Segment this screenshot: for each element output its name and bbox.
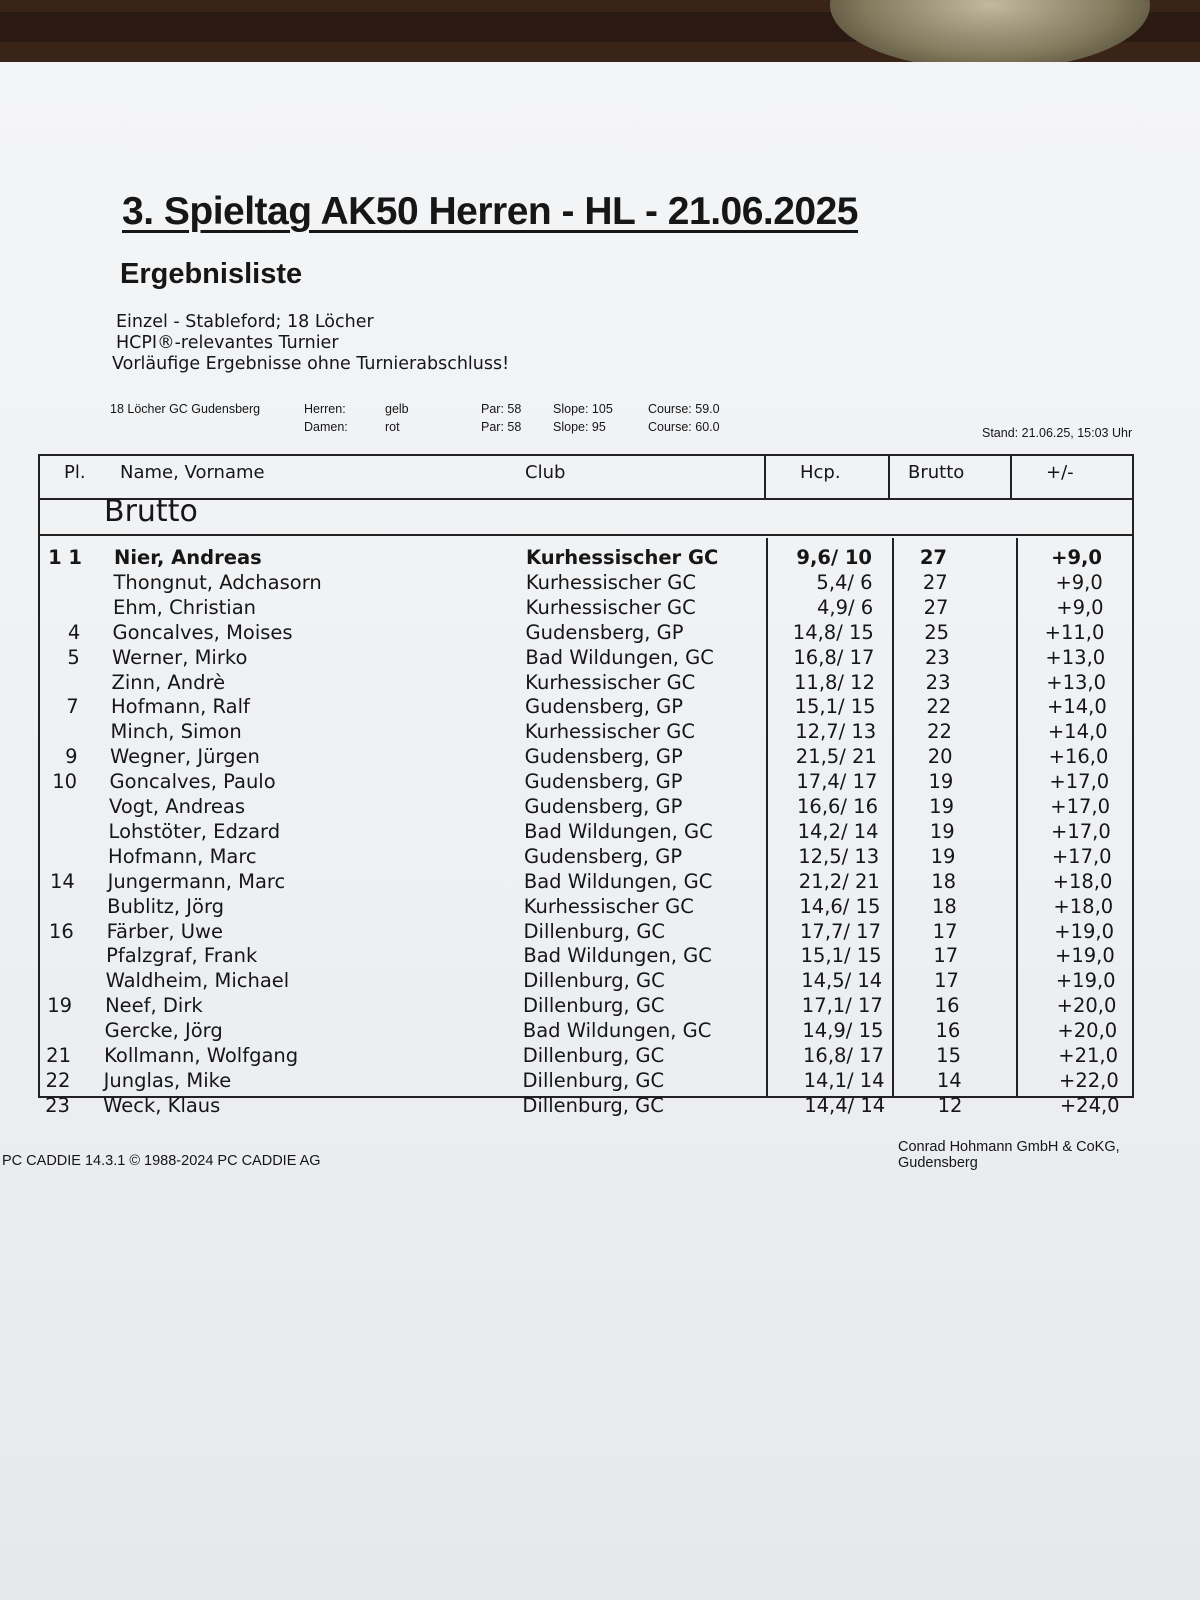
diff-cell: +18,0 — [1053, 894, 1114, 918]
table-row — [0, 1044, 1200, 1068]
name-cell: Goncalves, Paulo — [109, 770, 276, 794]
table-row — [0, 571, 1200, 595]
damen-label: Damen: — [304, 420, 348, 434]
brutto-cell: 23 — [925, 670, 951, 694]
brutto-cell: 18 — [931, 894, 957, 918]
name-cell: Vogt, Andreas — [109, 795, 245, 818]
table-row — [0, 546, 1200, 570]
club-cell: Kurhessischer GC — [525, 670, 696, 694]
rank-cell: 10 — [52, 770, 78, 794]
damen-par: Par: 58 — [481, 420, 522, 434]
name-cell: Ehm, Christian — [113, 595, 257, 619]
club-cell: Dillenburg, GC — [523, 994, 665, 1018]
club-cell: Bad Wildungen, GC — [525, 645, 714, 669]
hcp-cell: 15,1/ 15 — [800, 944, 882, 968]
hcp-cell: 12,7/ 13 — [795, 720, 877, 744]
hcp-cell: 21,5/ 21 — [795, 745, 877, 769]
hcp-cell: 12,5/ 13 — [798, 844, 880, 868]
brutto-cell: 16 — [935, 1019, 961, 1043]
name-cell: Färber, Uwe — [106, 919, 223, 943]
name-cell: Pfalzgraf, Frank — [106, 944, 258, 968]
diff-cell: +19,0 — [1055, 969, 1116, 993]
table-row — [0, 895, 1200, 919]
hcp-cell: 14,2/ 14 — [797, 819, 879, 843]
col-header-hcp: Hcp. — [800, 462, 841, 483]
course-name: 18 Löcher GC Gudensberg — [110, 402, 261, 416]
rank-cell: 23 — [45, 1093, 70, 1117]
table-row — [0, 920, 1200, 944]
table-row — [0, 1094, 1200, 1118]
name-cell: Jungermann, Marc — [107, 869, 286, 893]
table-row — [0, 695, 1200, 719]
hcp-cell: 14,8/ 15 — [792, 620, 874, 644]
table-row — [0, 646, 1200, 670]
club-cell: Kurhessischer GC — [525, 570, 696, 594]
herren-course: Course: 59.0 — [648, 402, 720, 416]
rank-cell: 5 — [67, 645, 80, 669]
club-cell: Kurhessischer GC — [525, 595, 696, 619]
damen-course: Course: 60.0 — [648, 420, 720, 434]
brutto-cell: 15 — [936, 1044, 961, 1067]
stand-timestamp: Stand: 21.06.25, 15:03 Uhr — [982, 426, 1133, 440]
club-cell: Gudensberg, GP — [525, 695, 684, 719]
name-cell: Waldheim, Michael — [105, 969, 290, 993]
name-cell: Werner, Mirko — [112, 645, 248, 669]
brutto-cell: 19 — [930, 844, 956, 868]
col-header-brutto: Brutto — [908, 462, 965, 483]
hcp-cell: 14,1/ 14 — [803, 1068, 885, 1092]
brutto-cell: 22 — [926, 695, 952, 719]
diff-cell: +18,0 — [1052, 869, 1113, 893]
brutto-cell: 19 — [929, 819, 955, 843]
brutto-cell: 17 — [933, 944, 959, 968]
col-divider-diff — [1010, 454, 1012, 498]
diff-cell: +9,0 — [1055, 570, 1103, 594]
brutto-cell: 27 — [922, 570, 948, 594]
hcp-cell: 11,8/ 12 — [794, 670, 875, 694]
name-cell: Junglas, Mike — [103, 1068, 232, 1092]
name-cell: Goncalves, Moises — [112, 620, 293, 644]
col-header-club: Club — [525, 462, 566, 483]
club-cell: Bad Wildungen, GC — [522, 1019, 712, 1043]
brutto-cell: 12 — [937, 1093, 963, 1117]
info-hcpi: HCPI®-relevantes Turnier — [116, 333, 339, 353]
brutto-cell: 19 — [928, 770, 954, 794]
diff-cell: +24,0 — [1059, 1093, 1120, 1117]
diff-cell: +21,0 — [1058, 1044, 1118, 1067]
table-row — [0, 671, 1200, 695]
table-row — [0, 820, 1200, 844]
diff-cell: +17,0 — [1051, 844, 1112, 868]
col-divider-hcp — [764, 454, 766, 498]
col-header-pl: Pl. — [64, 462, 86, 483]
hcp-cell: 14,9/ 15 — [802, 1019, 884, 1043]
diff-cell: +9,0 — [1056, 595, 1104, 619]
rank-cell: 14 — [50, 869, 75, 893]
rank-cell: 21 — [46, 1044, 71, 1067]
club-cell: Gudensberg, GP — [524, 795, 683, 818]
table-row — [0, 870, 1200, 894]
hcp-cell: 14,5/ 14 — [801, 969, 883, 993]
diff-cell: +11,0 — [1044, 620, 1105, 644]
diff-cell: +13,0 — [1045, 645, 1106, 669]
rank-cell: 22 — [45, 1068, 71, 1092]
brutto-cell: 23 — [924, 645, 950, 669]
diff-cell: +14,0 — [1047, 720, 1108, 744]
name-cell: Bublitz, Jörg — [107, 894, 225, 918]
brutto-cell: 20 — [927, 745, 953, 769]
name-cell: Minch, Simon — [110, 720, 242, 744]
name-cell: Hofmann, Ralf — [111, 695, 250, 719]
name-cell: Kollmann, Wolfgang — [104, 1044, 299, 1067]
diff-cell: +20,0 — [1057, 1019, 1118, 1043]
col-divider-brutto — [888, 454, 890, 498]
hcp-cell: 17,4/ 17 — [796, 770, 878, 794]
herren-label: Herren: — [304, 402, 346, 416]
hcp-cell: 16,8/ 17 — [793, 645, 875, 669]
glass-object — [830, 0, 1150, 70]
page-subtitle: Ergebnisliste — [120, 258, 303, 290]
rank-cell: 4 — [67, 620, 81, 644]
club-cell: Bad Wildungen, GC — [523, 944, 712, 968]
rank-cell: 16 — [48, 919, 74, 943]
herren-slope: Slope: 105 — [553, 402, 613, 416]
damen-slope: Slope: 95 — [553, 420, 606, 434]
hcp-cell: 17,7/ 17 — [800, 919, 881, 943]
rank-cell: 7 — [66, 695, 79, 719]
col-header-diff: +/- — [1046, 462, 1074, 483]
brutto-cell: 18 — [931, 869, 957, 893]
club-cell: Dillenburg, GC — [522, 1044, 665, 1067]
club-cell: Dillenburg, GC — [523, 919, 666, 943]
header-divider — [38, 498, 1134, 500]
name-cell: Wegner, Jürgen — [110, 745, 260, 769]
diff-cell: +19,0 — [1054, 919, 1114, 943]
diff-cell: +16,0 — [1048, 745, 1109, 769]
diff-cell: +14,0 — [1047, 695, 1107, 719]
hcp-cell: 21,2/ 21 — [798, 869, 880, 893]
herren-par: Par: 58 — [481, 402, 522, 416]
table-row — [0, 795, 1200, 819]
table-row — [0, 969, 1200, 993]
club-cell: Dillenburg, GC — [522, 1093, 664, 1117]
rank-cell: 1 1 — [48, 546, 82, 569]
diff-cell: +20,0 — [1056, 994, 1117, 1018]
name-cell: Hofmann, Marc — [108, 844, 257, 868]
name-cell: Zinn, Andrè — [111, 670, 226, 694]
club-cell: Gudensberg, GP — [525, 620, 684, 644]
rank-cell: 9 — [65, 745, 78, 769]
table-row — [0, 994, 1200, 1018]
info-provisional: Vorläufige Ergebnisse ohne Turnierabschluss! — [112, 354, 510, 374]
club-cell: Bad Wildungen, GC — [523, 869, 713, 893]
brutto-cell: 27 — [923, 595, 949, 619]
club-cell: Kurhessischer GC — [523, 894, 694, 918]
brutto-cell: 14 — [936, 1068, 962, 1092]
table-row — [0, 1069, 1200, 1093]
diff-cell: +17,0 — [1049, 770, 1110, 794]
name-cell: Nier, Andreas — [114, 546, 262, 569]
diff-cell: +22,0 — [1059, 1068, 1119, 1092]
club-cell: Kurhessischer GC — [524, 720, 695, 744]
section-title: Brutto — [104, 494, 198, 529]
name-cell: Weck, Klaus — [103, 1093, 221, 1117]
brutto-cell: 27 — [919, 546, 947, 569]
herren-tee: gelb — [385, 402, 409, 416]
brutto-cell: 17 — [932, 919, 958, 943]
brutto-cell: 22 — [927, 720, 952, 744]
club-cell: Dillenburg, GC — [523, 969, 665, 993]
club-cell: Bad Wildungen, GC — [524, 819, 713, 843]
club-cell: Kurhessischer GC — [526, 546, 719, 569]
footer-company: Conrad Hohmann GmbH & CoKG, Gudensberg — [898, 1139, 1120, 1171]
table-row — [0, 1019, 1200, 1043]
rank-cell: 19 — [47, 994, 73, 1018]
results-sheet — [0, 62, 1200, 1600]
brutto-cell: 17 — [934, 969, 959, 993]
hcp-cell: 16,8/ 17 — [803, 1044, 884, 1067]
diff-cell: +17,0 — [1051, 819, 1111, 843]
hcp-cell: 15,1/ 15 — [794, 695, 876, 719]
table-row — [0, 845, 1200, 869]
info-format: Einzel - Stableford; 18 Löcher — [116, 312, 374, 332]
section-divider — [38, 534, 1134, 536]
footer-software: PC CADDIE 14.3.1 © 1988-2024 PC CADDIE AG — [2, 1153, 321, 1169]
diff-cell: +19,0 — [1055, 944, 1115, 968]
diff-cell: +17,0 — [1050, 795, 1110, 818]
brutto-cell: 25 — [924, 620, 950, 644]
table-row — [0, 596, 1200, 620]
diff-cell: +9,0 — [1051, 546, 1102, 569]
club-cell: Gudensberg, GP — [524, 770, 683, 794]
table-row — [0, 944, 1200, 968]
club-cell: Gudensberg, GP — [524, 745, 683, 769]
hcp-cell: 4,9/ 6 — [817, 595, 874, 619]
table-row — [0, 745, 1200, 769]
club-cell: Gudensberg, GP — [524, 844, 683, 868]
table-row — [0, 720, 1200, 744]
name-cell: Lohstöter, Edzard — [108, 819, 281, 843]
brutto-cell: 19 — [929, 795, 954, 818]
diff-cell: +13,0 — [1046, 670, 1106, 694]
page-title: 3. Spieltag AK50 Herren - HL - 21.06.2025 — [122, 190, 859, 233]
col-header-name: Name, Vorname — [120, 462, 265, 483]
damen-tee: rot — [385, 420, 400, 434]
table-row — [0, 770, 1200, 794]
hcp-cell: 5,4/ 6 — [816, 570, 873, 594]
hcp-cell: 14,6/ 15 — [799, 894, 881, 918]
hcp-cell: 9,6/ 10 — [796, 546, 872, 569]
hcp-cell: 14,4/ 14 — [804, 1093, 886, 1117]
name-cell: Gercke, Jörg — [104, 1019, 223, 1043]
hcp-cell: 16,6/ 16 — [797, 795, 878, 818]
table-row — [0, 621, 1200, 645]
club-cell: Dillenburg, GC — [522, 1068, 665, 1092]
brutto-cell: 16 — [934, 994, 960, 1018]
name-cell: Thongnut, Adchasorn — [113, 570, 322, 594]
hcp-cell: 17,1/ 17 — [801, 994, 883, 1018]
name-cell: Neef, Dirk — [105, 994, 203, 1018]
